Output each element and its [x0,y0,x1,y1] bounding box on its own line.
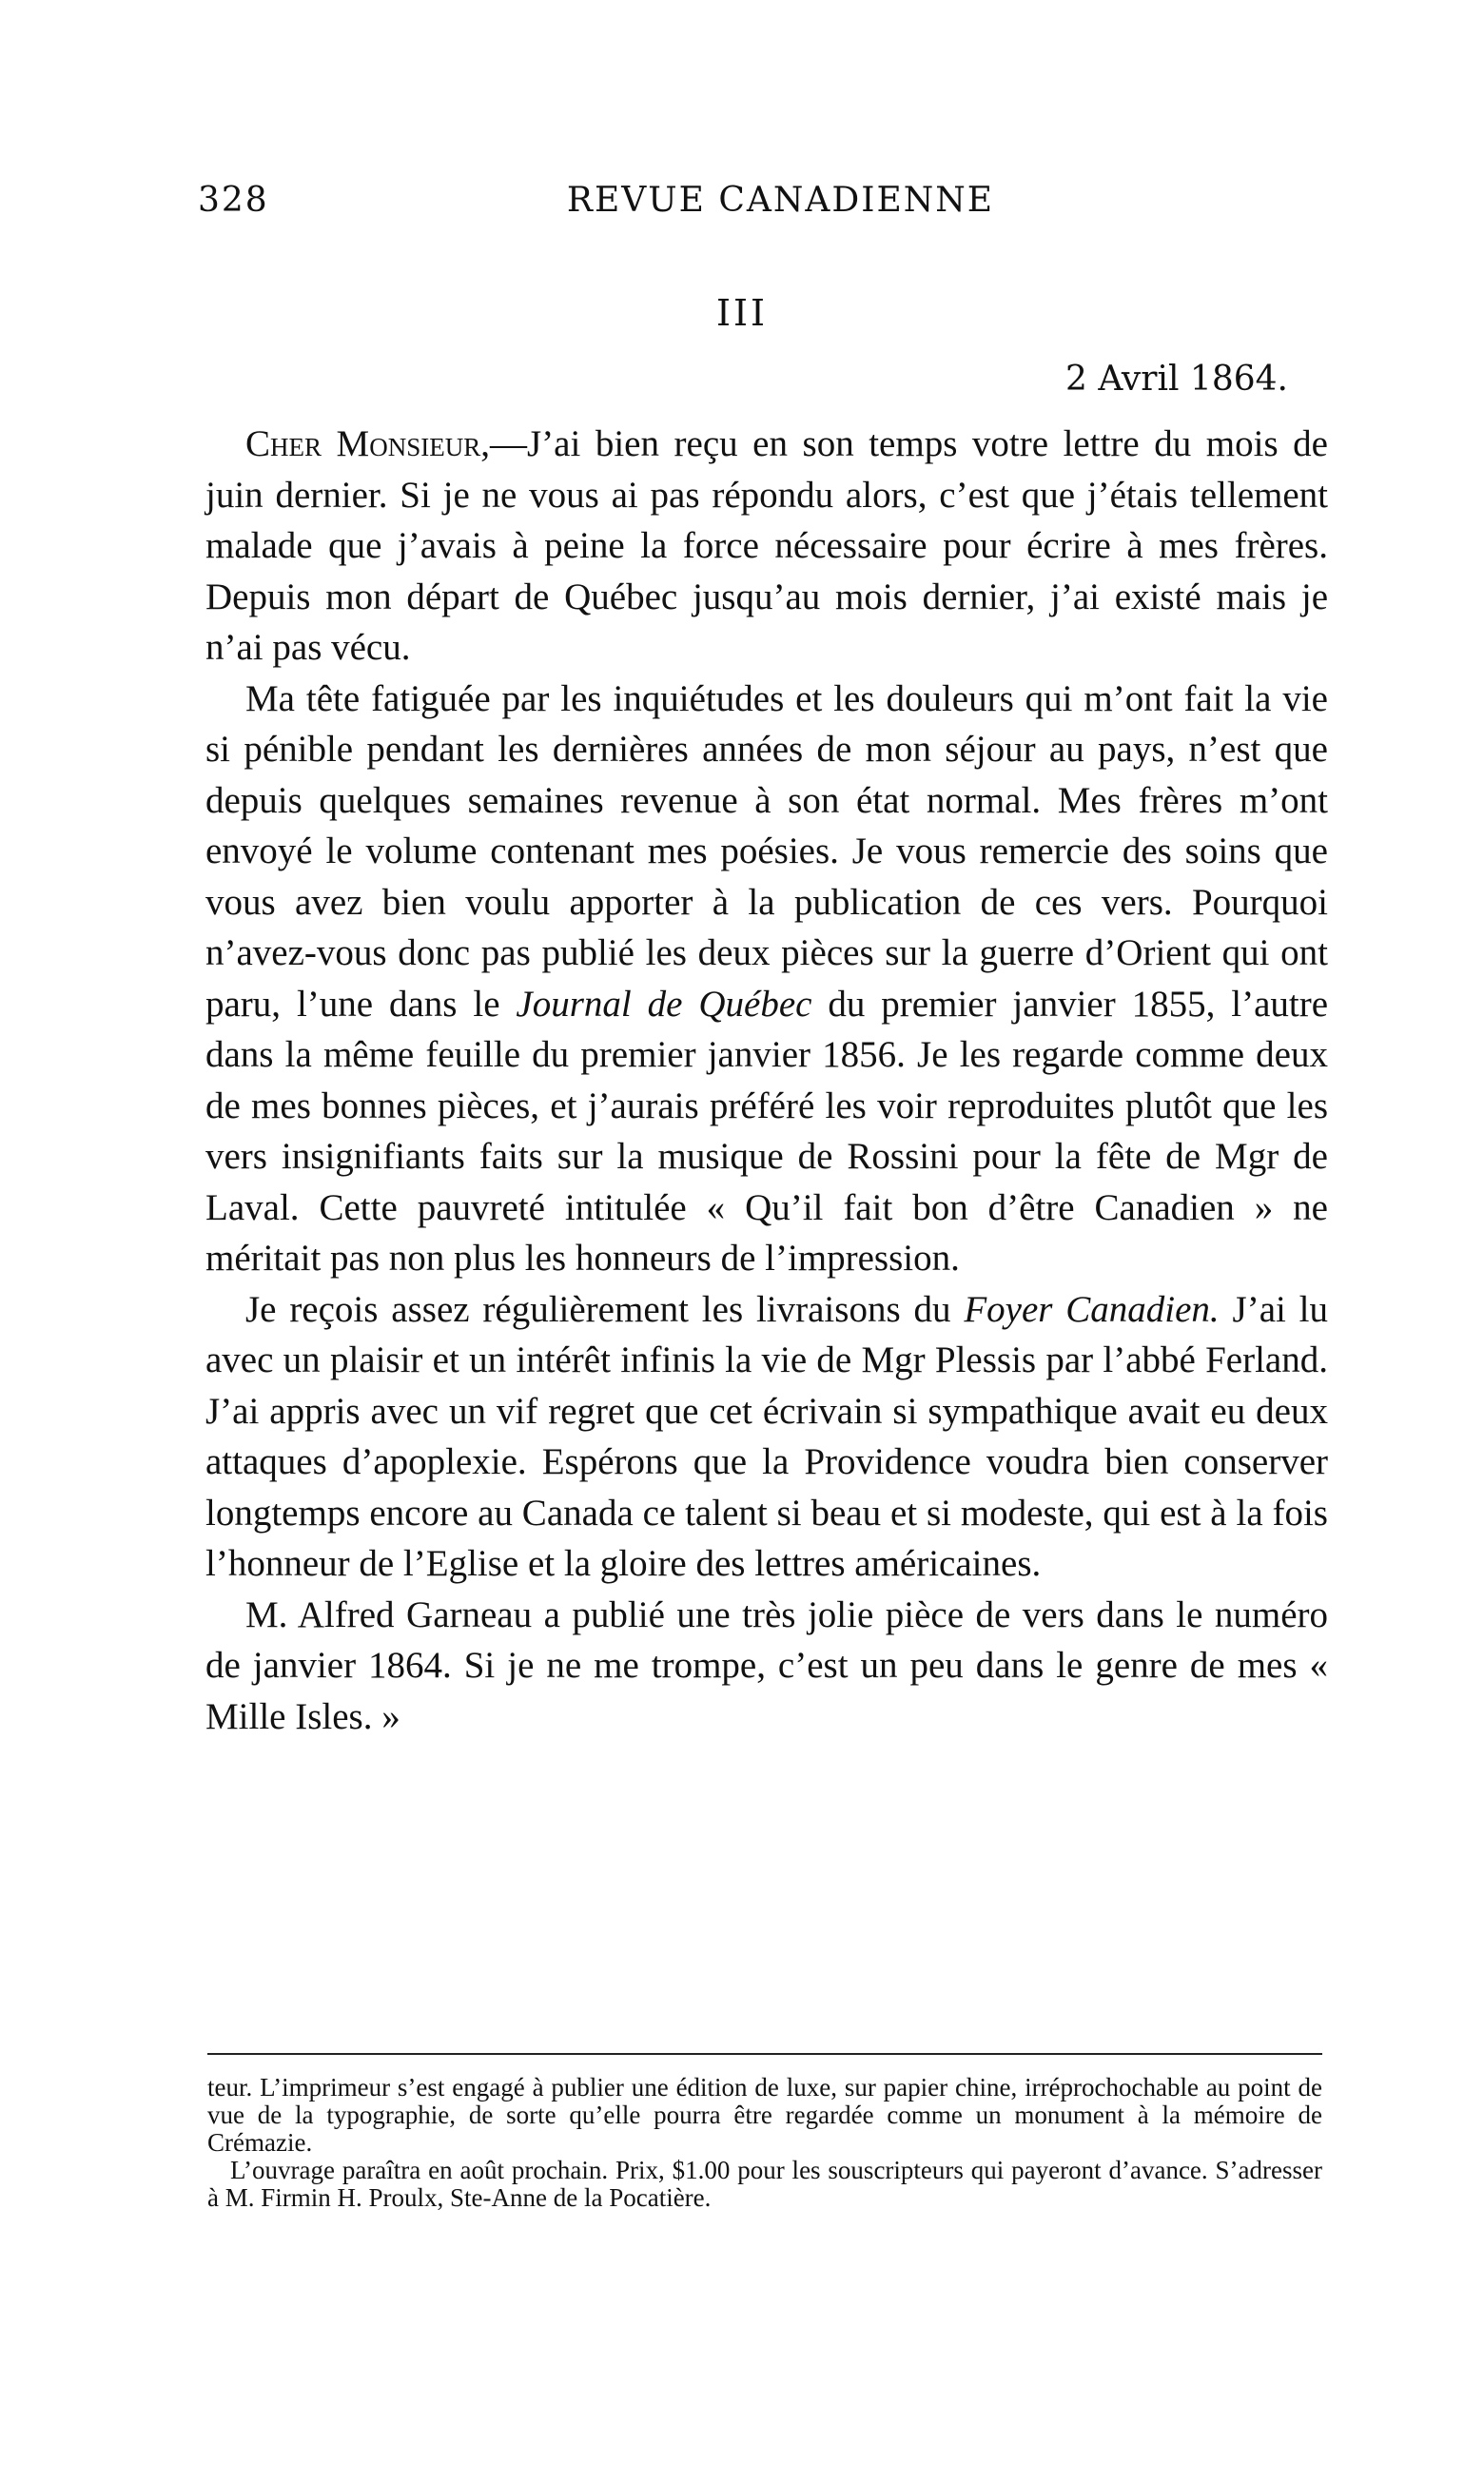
paragraph-2-continued: du premier janvier 1855, l’autre dans la même feuille du premier janvier 1856. Je les regarde comme deux de mes bonnes pièces, et j’aurais préféré les voir reproduites plutôt que les vers insignifiants faits sur la musique de Rossini pour la fête de Mgr de Laval. Cette pauvreté intitulée « Qu’il fait bon d’être Canadien » ne méritait pas non plus les honneurs de l’impression. [205,983,1329,1279]
running-head [198,181,1325,228]
paragraph-3-text: Je reçois assez régulièrement les livraisons du [245,1288,951,1330]
footnote-divider [207,2053,1322,2055]
paragraph-1 [205,419,1328,674]
section-number: III [715,292,769,334]
page-number: 328 [198,181,269,220]
footnote [207,2074,1322,2212]
salutation: Cher Monsieur, [245,423,490,464]
foyer-canadien-title: Foyer Canadien. [964,1288,1220,1330]
journal-title: REVUE CANADIENNE [566,181,995,220]
footnote-line-2: L’ouvrage paraîtra en août prochain. Prix, $1.00 pour les souscripteurs qui payeront d’avance. S’adresser à M. Firmin H. Proulx, Ste-Anne de la Pocatière. [207,2156,1322,2212]
footnote-line-1: teur. L’imprimeur s’est engagé à publier une édition de luxe, sur papier chine, irréprochochable au point de vue de la typographie, de sorte qu’elle pourra être regardée comme un monument à la mémoire de Crémazie. [207,2073,1322,2157]
letter-date: 2 Avril 1864. [1065,360,1288,399]
letter-body [205,419,1328,1742]
paragraph-1-text: —J’ai bien reçu en son temps votre lettre du mois de juin dernier. Si je ne vous ai pas répondu alors, c’est que j’étais tellement malade que j’avais à peine la force nécessaire pour écrire à mes frères. Depuis mon départ de Québec jusqu’au mois dernier, j’ai existé mais je n’ai pas vécu. [205,423,1328,668]
paragraph-3-continued: J’ai lu avec un plaisir et un intérêt infinis la vie de Mgr Plessis par l’abbé Ferland. J’ai appris avec un vif regret que cet écrivain si sympathique avait eu deux attaques d’apoplexie. Espérons que la Providence voudra bien conserver longtemps encore au Canada ce talent si beau et si modeste, qui est à la fois l’honneur de l’Eglise et la gloire des lettres américaines. [205,1288,1329,1584]
paragraph-4 [205,1590,1328,1743]
paragraph-3 [205,1284,1328,1590]
paragraph-2-text: Ma tête fatiguée par les inquiétudes et les douleurs qui m’ont fait la vie si pénible pendant les dernières années de mon séjour au pays, n’est que depuis quelques semaines revenue à son état normal. Mes frères m’ont envoyé le volume contenant mes poésies. Je vous remercie des soins que vous avez bien voulu apporter à la publication de ces vers. Pourquoi n’avez-vous donc pas publié les deux pièces sur la guerre d’Orient qui ont paru, l’une dans le [205,677,1328,1025]
journal-de-quebec-title: Journal de Québec [516,983,812,1025]
paragraph-4-text: M. Alfred Garneau a publié une très jolie pièce de vers dans le numéro de janvier 1864. Si je ne me trompe, c’est un peu dans le genre de mes « Mille Isles. » [205,1593,1328,1737]
paragraph-2 [205,674,1328,1284]
